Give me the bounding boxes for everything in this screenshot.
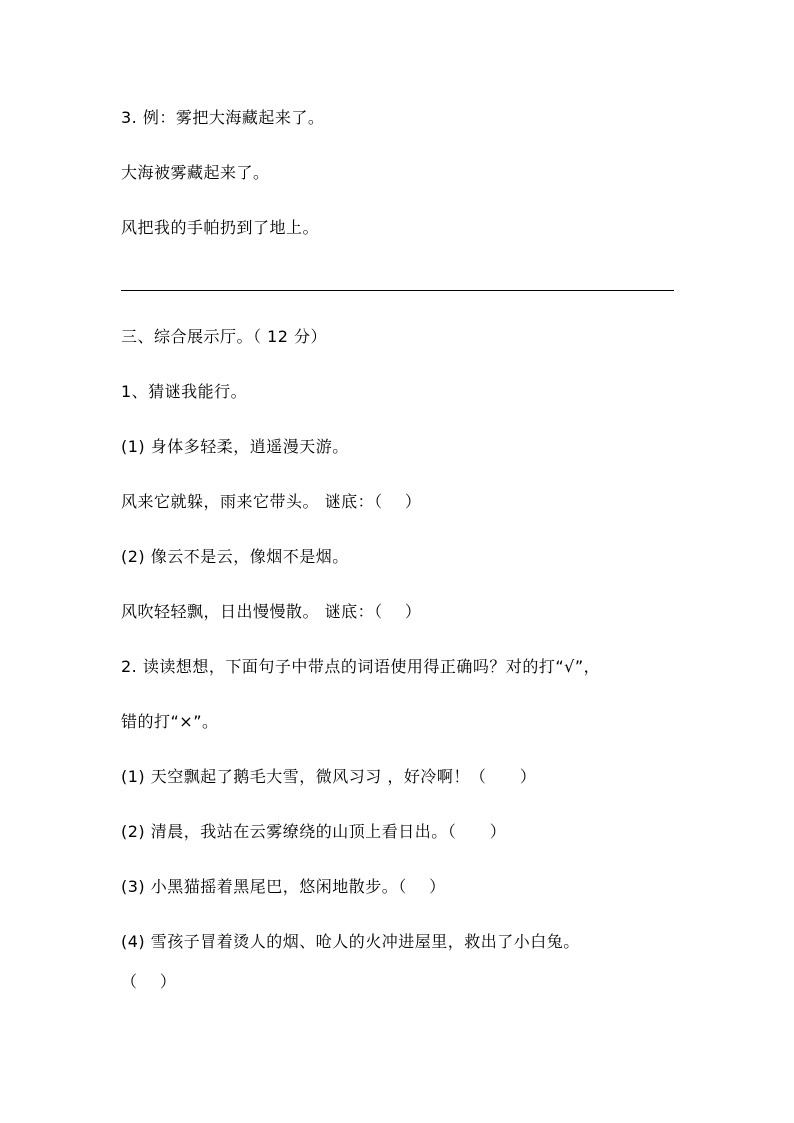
q2-title-line2: 错的打“×”。 xyxy=(121,712,219,731)
riddle1-line2: 风来它就躲，雨来它带头。 谜底：（ ） xyxy=(121,492,422,511)
q3-example: 3. 例：雾把大海藏起来了。 xyxy=(121,108,325,127)
q3-answer-example: 大海被雾藏起来了。 xyxy=(121,163,270,182)
q1-title: 1、猜谜我能行。 xyxy=(121,382,248,401)
q2-item3: (3) 小黑猫摇着黑尾巴，悠闲地散步。（ ） xyxy=(121,877,446,896)
riddle1-line1: (1) 身体多轻柔，逍遥漫天游。 xyxy=(121,437,349,456)
riddle2-line2: 风吹轻轻飘，日出慢慢散。 谜底：（ ） xyxy=(121,602,422,621)
section-three-heading: 三、综合展示厅。（ 12 分） xyxy=(121,327,328,346)
q2-item4-line2: （ ） xyxy=(121,972,177,991)
q2-item4-line1: (4) 雪孩子冒着烫人的烟、呛人的火冲进屋里，救出了小白兔。 xyxy=(121,932,580,951)
q2-item1: (1) 天空飘起了鹅毛大雪，微风习习 ，好冷啊！（ ） xyxy=(121,767,537,786)
q2-title-line1: 2. 读读想想，下面句子中带点的词语使用得正确吗？对的打“√”， xyxy=(121,657,601,676)
q2-item2: (2) 清晨，我站在云雾缭绕的山顶上看日出。（ ） xyxy=(121,822,507,841)
answer-line[interactable] xyxy=(121,290,674,291)
riddle2-line1: (2) 像云不是云，像烟不是烟。 xyxy=(121,547,349,566)
q3-prompt-sentence: 风把我的手帕扔到了地上。 xyxy=(121,218,320,237)
